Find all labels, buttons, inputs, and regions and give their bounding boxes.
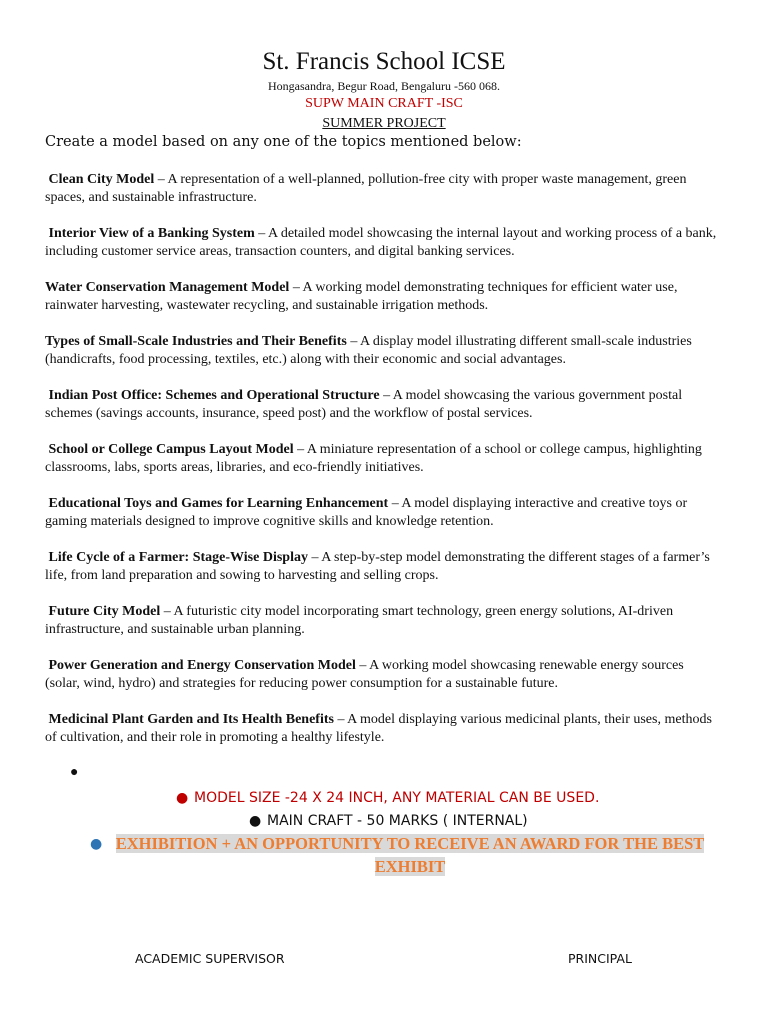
topic-title: Interior View of a Banking System [48, 226, 255, 241]
topic-description: – A display model illustrating different small-scale industries (handicrafts, food processing, textiles, etc.) along with their economic and social advantages. [45, 334, 692, 367]
topic-description: – A model displaying interactive and creative toys or gaming materials designed to improve cognitive skills and knowledge retention. [45, 496, 688, 529]
topic-item [45, 657, 720, 693]
topic-description: – A futuristic city model incorporating smart technology, green energy solutions, AI-driven infrastructure, and sustainable urban planning. [45, 604, 674, 637]
topic-title: Life Cycle of a Farmer: Stage-Wise Display [48, 550, 308, 565]
topic-item [45, 441, 720, 477]
academic-supervisor-signature: ACADEMIC SUPERVISOR [135, 951, 285, 966]
topic-item [45, 603, 720, 639]
topic-description: – A detailed model showcasing the internal layout and working process of a bank, including customer service areas, transaction counters, and digital banking services. [45, 226, 717, 259]
bullet-icon: ● [249, 813, 262, 829]
exhibition-text: EXHIBITION + AN OPPORTUNITY TO RECEIVE AN AWARD FOR THE BEST EXHIBIT [115, 834, 705, 876]
topic-title: Indian Post Office: Schemes and Operational Structure [48, 388, 380, 403]
topic-title: Types of Small-Scale Industries and Their Benefits [45, 334, 347, 349]
topic-description: – A step-by-step model demonstrating the different stages of a farmer’s life, from land preparation and sowing to harvesting and selling crops. [45, 550, 710, 583]
exhibition-note [112, 832, 708, 878]
topic-item [45, 171, 720, 207]
topic-title: Power Generation and Energy Conservation Model [48, 658, 356, 673]
topic-item [45, 225, 720, 261]
topic-description: – A model showcasing the various government postal schemes (savings accounts, insurance, speed post) and the workflow of postal services. [45, 388, 683, 421]
topic-title: Future City Model [48, 604, 161, 619]
bullet-icon: ● [176, 790, 189, 806]
school-address: Hongasandra, Begur Road, Bengaluru -560 068. [268, 79, 500, 93]
main-craft-text: MAIN CRAFT - 50 MARKS ( INTERNAL) [267, 813, 528, 829]
topic-title: School or College Campus Layout Model [48, 442, 294, 457]
topic-title: Water Conservation Management Model [45, 280, 290, 295]
topic-item [45, 495, 720, 531]
intro-text: Create a model based on any one of the topics mentioned below: [45, 134, 522, 150]
topic-list [45, 171, 720, 765]
topic-description: – A representation of a well-planned, pollution-free city with proper waste management, green spaces, and sustainable infrastructure. [45, 172, 687, 205]
topic-title: Educational Toys and Games for Learning Enhancement [48, 496, 389, 511]
principal-signature: PRINCIPAL [568, 951, 632, 966]
main-craft-note [249, 811, 528, 831]
topic-description: – A miniature representation of a school or college campus, highlighting classrooms, labs, sports areas, libraries, and eco-friendly initiatives. [45, 442, 702, 475]
bullet-icon: ● [90, 836, 103, 852]
empty-bullet-icon: ● [70, 765, 79, 780]
craft-title: SUPW MAIN CRAFT -ISC [305, 96, 463, 111]
topic-title: Medicinal Plant Garden and Its Health Benefits [48, 712, 334, 727]
topic-item [45, 279, 720, 315]
topic-item [45, 333, 720, 369]
topic-item [45, 387, 720, 423]
topic-title: Clean City Model [48, 172, 155, 187]
project-title: SUMMER PROJECT [322, 116, 446, 131]
topic-description: – A working model demonstrating techniques for efficient water use, rainwater harvesting, wastewater recycling, and sustainable irrigation methods. [45, 280, 678, 313]
topic-description: – A model displaying various medicinal plants, their uses, methods of cultivation, and their role in promoting a healthy lifestyle. [45, 712, 712, 745]
topic-item [45, 711, 720, 747]
topic-item [45, 549, 720, 585]
model-size-text: MODEL SIZE -24 X 24 INCH, ANY MATERIAL CAN BE USED. [194, 790, 600, 806]
topic-description: – A working model showcasing renewable energy sources (solar, wind, hydro) and strategies for reducing power consumption for a sustainable future. [45, 658, 684, 691]
school-name: St. Francis School ICSE [262, 48, 506, 75]
model-size-note [176, 788, 599, 808]
